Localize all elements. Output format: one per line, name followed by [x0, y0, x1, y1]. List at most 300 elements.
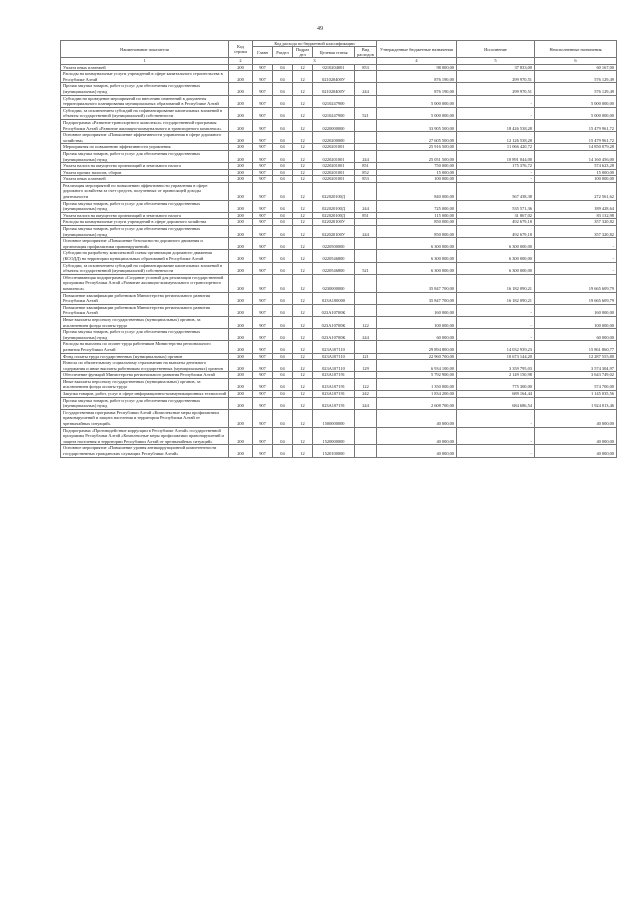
row-name: Повышение квалификации работников Министерства регионального развития Республики Алтай	[61, 292, 229, 304]
row-vid	[355, 95, 377, 107]
row-glava: 907	[253, 360, 273, 372]
row-celevaya: 023А10700К	[313, 304, 355, 316]
row-razdel: 04	[273, 397, 293, 409]
row-celevaya: 023А107191	[313, 372, 355, 379]
row-approved: 2 608 700,00	[377, 397, 457, 409]
row-approved: 1 350 000,00	[377, 378, 457, 390]
row-razdel: 04	[273, 378, 293, 390]
row-name: Субсидии, за исключением субсидий на софинансирование капитальных вложений в объекты государственной (муниципальной) собственности	[61, 107, 229, 119]
row-unexecuted: 5 000 000,00	[535, 107, 617, 119]
row-unexecuted: 1 145 035,56	[535, 391, 617, 398]
row-glava: 907	[253, 316, 273, 328]
row-vid	[355, 292, 377, 304]
col-num: 4	[377, 58, 457, 65]
row-glava: 907	[253, 107, 273, 119]
row-razdel: 04	[273, 250, 293, 262]
row-name: Основное мероприятие «Повышение безопасности дорожного движения и организация профилактики правонарушений»	[61, 238, 229, 250]
row-glava: 907	[253, 200, 273, 212]
row-unexecuted: -	[535, 262, 617, 274]
row-executed: -	[457, 445, 535, 457]
row-unexecuted: 189 428,64	[535, 200, 617, 212]
row-unexecuted: 3 643 749,02	[535, 372, 617, 379]
row-vid	[355, 445, 377, 457]
row-code: 200	[229, 378, 253, 390]
header-approved: Утвержденные бюджетные назначения	[377, 41, 457, 58]
row-glava: 907	[253, 329, 273, 341]
row-celevaya: 0220200000	[313, 132, 355, 144]
table-row	[61, 378, 617, 390]
row-vid: 121	[355, 353, 377, 360]
row-executed: 299 970,51	[457, 83, 535, 95]
row-glava: 907	[253, 445, 273, 457]
row-executed: -	[457, 409, 535, 427]
row-code: 200	[229, 95, 253, 107]
row-approved: 22 960 700,00	[377, 353, 457, 360]
header-name: Наименование показателя	[61, 41, 229, 58]
row-podrazdel: 12	[293, 304, 313, 316]
table-row	[61, 329, 617, 341]
row-approved: 115 000,00	[377, 212, 457, 219]
row-name: Прочая закупка товаров, работ и услуг для обеспечения государственных (муниципальных) нужд	[61, 150, 229, 162]
row-vid	[355, 372, 377, 379]
row-name: Уплата налога на имущество организаций и земельного налога	[61, 163, 229, 170]
row-razdel: 04	[273, 182, 293, 200]
row-razdel: 04	[273, 304, 293, 316]
row-approved: 25 051 500,00	[377, 150, 457, 162]
row-podrazdel: 12	[293, 391, 313, 398]
col-num: 5	[457, 58, 535, 65]
row-vid	[355, 427, 377, 445]
row-unexecuted: 60 000,00	[535, 329, 617, 341]
table-row	[61, 95, 617, 107]
row-razdel: 04	[273, 132, 293, 144]
row-celevaya: 0230000000	[313, 274, 355, 292]
row-name: Взносы по обязательному социальному страхованию на выплаты денежного содержания и иные выплаты работникам государственных (муниципальных) органов	[61, 360, 229, 372]
row-name: Прочая закупка товаров, работ и услуг для обеспечения государственных (муниципальных) нужд	[61, 200, 229, 212]
row-razdel: 04	[273, 341, 293, 353]
row-vid	[355, 250, 377, 262]
row-podrazdel: 12	[293, 329, 313, 341]
header-unexecuted: Неисполненные назначения	[535, 41, 617, 58]
row-executed: 11 066 420,72	[457, 144, 535, 151]
col-num: 2	[229, 58, 253, 65]
row-celevaya: 023А10700К	[313, 329, 355, 341]
row-celevaya: 0210204001	[313, 64, 355, 71]
row-podrazdel: 12	[293, 71, 313, 83]
row-unexecuted: 60 167,00	[535, 64, 617, 71]
row-celevaya: 0220546800	[313, 250, 355, 262]
row-vid: 122	[355, 316, 377, 328]
row-executed: -	[457, 107, 535, 119]
table-row	[61, 144, 617, 151]
row-glava: 907	[253, 182, 273, 200]
row-code: 200	[229, 341, 253, 353]
row-code: 200	[229, 353, 253, 360]
row-executed: 10 891 044,00	[457, 150, 535, 162]
row-glava: 907	[253, 372, 273, 379]
row-unexecuted: 1 924 013,46	[535, 397, 617, 409]
row-vid: 853	[355, 176, 377, 183]
row-vid	[355, 304, 377, 316]
header-razdel: Раздел	[273, 47, 293, 58]
row-razdel: 04	[273, 169, 293, 176]
row-executed: -	[457, 169, 535, 176]
row-vid	[355, 144, 377, 151]
table-row	[61, 163, 617, 170]
row-razdel: 04	[273, 409, 293, 427]
row-name: Субсидии на проведение мероприятий по внесению изменений в документы территориального планирования муниципальных образований в Республике Алтай	[61, 95, 229, 107]
row-razdel: 04	[273, 427, 293, 445]
row-glava: 907	[253, 226, 273, 238]
row-name: Уплата иных платежей	[61, 176, 229, 183]
row-razdel: 04	[273, 445, 293, 457]
row-approved: 5 000 000,00	[377, 107, 457, 119]
row-unexecuted: 272 561,62	[535, 182, 617, 200]
row-razdel: 04	[273, 329, 293, 341]
row-celevaya: 023А107191	[313, 397, 355, 409]
row-vid: 244	[355, 83, 377, 95]
row-glava: 907	[253, 71, 273, 83]
table-row	[61, 262, 617, 274]
row-name: Прочая закупка товаров, работ и услуг для обеспечения государственных (муниципальных) нужд	[61, 329, 229, 341]
row-glava: 907	[253, 163, 273, 170]
row-glava: 907	[253, 409, 273, 427]
row-approved: 40 000,00	[377, 409, 457, 427]
row-podrazdel: 12	[293, 250, 313, 262]
row-approved: 100 000,00	[377, 316, 457, 328]
row-name: Уплата иных платежей	[61, 64, 229, 71]
row-glava: 907	[253, 378, 273, 390]
row-glava: 907	[253, 64, 273, 71]
table-row	[61, 250, 617, 262]
row-approved: 6 300 000,00	[377, 238, 457, 250]
row-code: 200	[229, 83, 253, 95]
row-vid	[355, 274, 377, 292]
row-razdel: 04	[273, 200, 293, 212]
row-podrazdel: 12	[293, 341, 313, 353]
row-code: 200	[229, 262, 253, 274]
row-name: Основное мероприятие «Повышение уровня антикоррупционной компетентности государственных гражданских служащих Республики Алтай»	[61, 445, 229, 457]
table-row	[61, 132, 617, 144]
row-podrazdel: 12	[293, 397, 313, 409]
row-podrazdel: 12	[293, 409, 313, 427]
row-unexecuted: 19 665 609,79	[535, 292, 617, 304]
row-code: 200	[229, 132, 253, 144]
row-unexecuted: 576 129,49	[535, 71, 617, 83]
row-executed: 492 679,18	[457, 226, 535, 238]
row-code: 200	[229, 397, 253, 409]
row-unexecuted: 100 000,00	[535, 316, 617, 328]
row-podrazdel: 12	[293, 144, 313, 151]
row-podrazdel: 12	[293, 200, 313, 212]
row-razdel: 04	[273, 274, 293, 292]
row-celevaya: 021020400У	[313, 71, 355, 83]
row-vid: 851	[355, 212, 377, 219]
row-code: 200	[229, 64, 253, 71]
row-razdel: 04	[273, 292, 293, 304]
row-executed: 37 833,00	[457, 64, 535, 71]
row-name: Обеспечение функций Министерства регионального развития Республики Алтай	[61, 372, 229, 379]
budget-execution-table	[60, 40, 617, 458]
table-row	[61, 274, 617, 292]
row-glava: 907	[253, 132, 273, 144]
row-vid: 521	[355, 262, 377, 274]
row-unexecuted: 19 665 609,79	[535, 274, 617, 292]
row-approved: 100 000,00	[377, 176, 457, 183]
row-vid	[355, 119, 377, 131]
row-vid: 244	[355, 329, 377, 341]
row-vid: 853	[355, 64, 377, 71]
row-glava: 907	[253, 341, 273, 353]
row-approved: 40 000,00	[377, 427, 457, 445]
col-num: 6	[535, 58, 617, 65]
row-executed: 3 359 795,03	[457, 360, 535, 372]
row-razdel: 04	[273, 83, 293, 95]
row-name: Расходы на коммунальные услуги учреждений в сфере капитального строительства в Республике Алтай	[61, 71, 229, 83]
row-razdel: 04	[273, 176, 293, 183]
row-approved: 850 000,00	[377, 219, 457, 226]
table-row	[61, 445, 617, 457]
row-name: Прочая закупка товаров, работ и услуг для обеспечения государственных (муниципальных) нужд	[61, 226, 229, 238]
row-razdel: 04	[273, 238, 293, 250]
table-row	[61, 409, 617, 427]
row-glava: 907	[253, 250, 273, 262]
row-approved: 25 916 500,00	[377, 144, 457, 151]
row-celevaya: 0220500000	[313, 238, 355, 250]
row-vid	[355, 71, 377, 83]
row-unexecuted: 40 000,00	[535, 445, 617, 457]
row-approved: 160 000,00	[377, 304, 457, 316]
row-glava: 907	[253, 169, 273, 176]
row-code: 200	[229, 226, 253, 238]
table-row	[61, 391, 617, 398]
table-row	[61, 150, 617, 162]
row-podrazdel: 12	[293, 292, 313, 304]
row-podrazdel: 12	[293, 445, 313, 457]
row-glava: 907	[253, 95, 273, 107]
row-code: 200	[229, 372, 253, 379]
row-vid	[355, 341, 377, 353]
row-vid: 244	[355, 150, 377, 162]
row-unexecuted: 3 574 304,97	[535, 360, 617, 372]
row-podrazdel: 12	[293, 372, 313, 379]
row-glava: 907	[253, 144, 273, 151]
row-name: Повышение квалификации работников Министерства регионального развития Республики Алтай	[61, 304, 229, 316]
row-approved: 725 000,00	[377, 200, 457, 212]
row-approved: 40 000,00	[377, 445, 457, 457]
row-executed: 18 426 538,28	[457, 119, 535, 131]
row-executed: 2 149 150,98	[457, 372, 535, 379]
row-celevaya: 0210247900	[313, 95, 355, 107]
table-row	[61, 200, 617, 212]
row-celevaya: 0220201001	[313, 176, 355, 183]
row-approved: 5 792 900,00	[377, 372, 457, 379]
row-name: Основное мероприятие «Повышение эффективности управления в сфере дорожного хозяйства»	[61, 132, 229, 144]
table-row	[61, 427, 617, 445]
row-approved: 27 605 500,00	[377, 132, 457, 144]
row-code: 200	[229, 212, 253, 219]
row-unexecuted: 12 287 555,80	[535, 353, 617, 360]
row-executed: 16 182 090,21	[457, 292, 535, 304]
row-podrazdel: 12	[293, 238, 313, 250]
row-executed: 175 376,72	[457, 163, 535, 170]
row-razdel: 04	[273, 163, 293, 170]
row-celevaya: 023А100000	[313, 292, 355, 304]
row-razdel: 04	[273, 391, 293, 398]
row-code: 200	[229, 71, 253, 83]
row-vid: 242	[355, 391, 377, 398]
row-executed: 299 970,51	[457, 71, 535, 83]
table-row	[61, 226, 617, 238]
row-razdel: 04	[273, 64, 293, 71]
row-glava: 907	[253, 219, 273, 226]
row-podrazdel: 12	[293, 150, 313, 162]
row-podrazdel: 12	[293, 427, 313, 445]
row-approved: 5 000 000,00	[377, 95, 457, 107]
row-name: Субсидии, за исключением субсидий на софинансирование капитальных вложений в объекты государственной (муниципальной) собственности	[61, 262, 229, 274]
row-glava: 907	[253, 119, 273, 131]
row-glava: 907	[253, 397, 273, 409]
header-executed: Исполнение	[457, 41, 535, 58]
row-podrazdel: 12	[293, 64, 313, 71]
row-razdel: 04	[273, 219, 293, 226]
table-row	[61, 238, 617, 250]
row-executed: 6 300 000,00	[457, 250, 535, 262]
row-celevaya: 0220000000	[313, 119, 355, 131]
col-num: 1	[61, 58, 229, 65]
row-vid	[355, 182, 377, 200]
row-code: 200	[229, 107, 253, 119]
row-razdel: 04	[273, 316, 293, 328]
row-celevaya: 1520000000	[313, 427, 355, 445]
row-approved: 33 905 500,00	[377, 119, 457, 131]
row-razdel: 04	[273, 372, 293, 379]
row-name: Расходы на выплаты по оплате труда работников Министерства регионального развития Республики Алтай	[61, 341, 229, 353]
row-celevaya: 022020100Д	[313, 182, 355, 200]
row-unexecuted: -	[535, 250, 617, 262]
table-row	[61, 176, 617, 183]
row-celevaya: 023А107110	[313, 341, 355, 353]
row-executed: 31 867,02	[457, 212, 535, 219]
row-code: 200	[229, 182, 253, 200]
row-executed: 492 679,18	[457, 219, 535, 226]
row-razdel: 04	[273, 262, 293, 274]
row-unexecuted: 15 861 860,77	[535, 341, 617, 353]
header-budget-code: Код расхода по бюджетной классификации	[253, 41, 377, 47]
row-celevaya: 023А107191	[313, 378, 355, 390]
row-approved: 1 834 200,00	[377, 391, 457, 398]
row-approved: 15 000,00	[377, 169, 457, 176]
row-celevaya: 023А107191	[313, 391, 355, 398]
row-unexecuted: 357 320,82	[535, 226, 617, 238]
row-approved: 98 000,00	[377, 64, 457, 71]
row-unexecuted: 574 700,00	[535, 378, 617, 390]
row-name: Иные выплаты персоналу государственных (муниципальных) органов, за исключением фонда оплаты труда	[61, 316, 229, 328]
row-name: Расходы на коммунальные услуги учреждений в сфере дорожного хозяйства	[61, 219, 229, 226]
row-razdel: 04	[273, 144, 293, 151]
row-executed: 689 164,44	[457, 391, 535, 398]
header-celevaya: Целевая статья	[313, 47, 355, 58]
row-vid: 852	[355, 169, 377, 176]
row-vid: 244	[355, 200, 377, 212]
row-glava: 907	[253, 212, 273, 219]
row-celevaya: 023А107110	[313, 353, 355, 360]
row-executed: -	[457, 316, 535, 328]
row-unexecuted: 576 129,49	[535, 83, 617, 95]
row-code: 200	[229, 169, 253, 176]
row-approved: 6 300 000,00	[377, 262, 457, 274]
header-podrazdel: Подраз дел	[293, 47, 313, 58]
row-unexecuted: 5 000 000,00	[535, 95, 617, 107]
row-code: 200	[229, 274, 253, 292]
row-podrazdel: 12	[293, 316, 313, 328]
row-vid: 129	[355, 360, 377, 372]
row-name: Реализация мероприятий по повышению эффективности управления в сфере дорожного хозяйства за счет средств, полученных от приносящей доходы деятельности	[61, 182, 229, 200]
row-name: Уплата прочих налогов, сборов	[61, 169, 229, 176]
table-row	[61, 169, 617, 176]
row-razdel: 04	[273, 212, 293, 219]
row-name: Мероприятия по повышению эффективности управления	[61, 144, 229, 151]
row-vid: 851	[355, 163, 377, 170]
row-glava: 907	[253, 83, 273, 95]
row-executed: 775 300,00	[457, 378, 535, 390]
table-row	[61, 316, 617, 328]
row-glava: 907	[253, 427, 273, 445]
row-celevaya: 0220201001	[313, 144, 355, 151]
row-executed: 6 300 000,00	[457, 262, 535, 274]
row-name: Прочая закупка товаров, работ и услуг для обеспечения государственных (муниципальных) нужд	[61, 397, 229, 409]
table-row	[61, 372, 617, 379]
table-row	[61, 353, 617, 360]
row-code: 200	[229, 176, 253, 183]
row-unexecuted: 160 000,00	[535, 304, 617, 316]
row-razdel: 04	[273, 360, 293, 372]
row-vid	[355, 409, 377, 427]
table-row	[61, 64, 617, 71]
table-row	[61, 341, 617, 353]
row-unexecuted: 15 000,00	[535, 169, 617, 176]
row-celevaya: 1520100000	[313, 445, 355, 457]
row-celevaya: 0220201001	[313, 163, 355, 170]
row-glava: 907	[253, 304, 273, 316]
row-podrazdel: 12	[293, 182, 313, 200]
row-executed: 14 032 939,23	[457, 341, 535, 353]
table-row	[61, 119, 617, 131]
row-razdel: 04	[273, 107, 293, 119]
row-vid: 122	[355, 378, 377, 390]
row-glava: 907	[253, 274, 273, 292]
row-celevaya: 0220546800	[313, 262, 355, 274]
row-name: Фонд оплаты труда государственных (муниципальных) органов	[61, 353, 229, 360]
row-glava: 907	[253, 262, 273, 274]
row-celevaya: 022020100Д	[313, 200, 355, 212]
row-vid	[355, 132, 377, 144]
row-razdel: 04	[273, 150, 293, 162]
row-celevaya: 022020100Д	[313, 212, 355, 219]
row-celevaya: 023А10700К	[313, 316, 355, 328]
row-celevaya: 0220201001	[313, 169, 355, 176]
row-celevaya: 021020400У	[313, 83, 355, 95]
row-code: 200	[229, 292, 253, 304]
row-code: 200	[229, 427, 253, 445]
row-podrazdel: 12	[293, 132, 313, 144]
row-podrazdel: 12	[293, 107, 313, 119]
row-name: Прочая закупка товаров, работ и услуг для обеспечения государственных (муниципальных) нужд	[61, 83, 229, 95]
row-approved: 876 190,00	[377, 71, 457, 83]
row-glava: 907	[253, 150, 273, 162]
row-podrazdel: 12	[293, 83, 313, 95]
row-approved: 35 847 700,00	[377, 274, 457, 292]
